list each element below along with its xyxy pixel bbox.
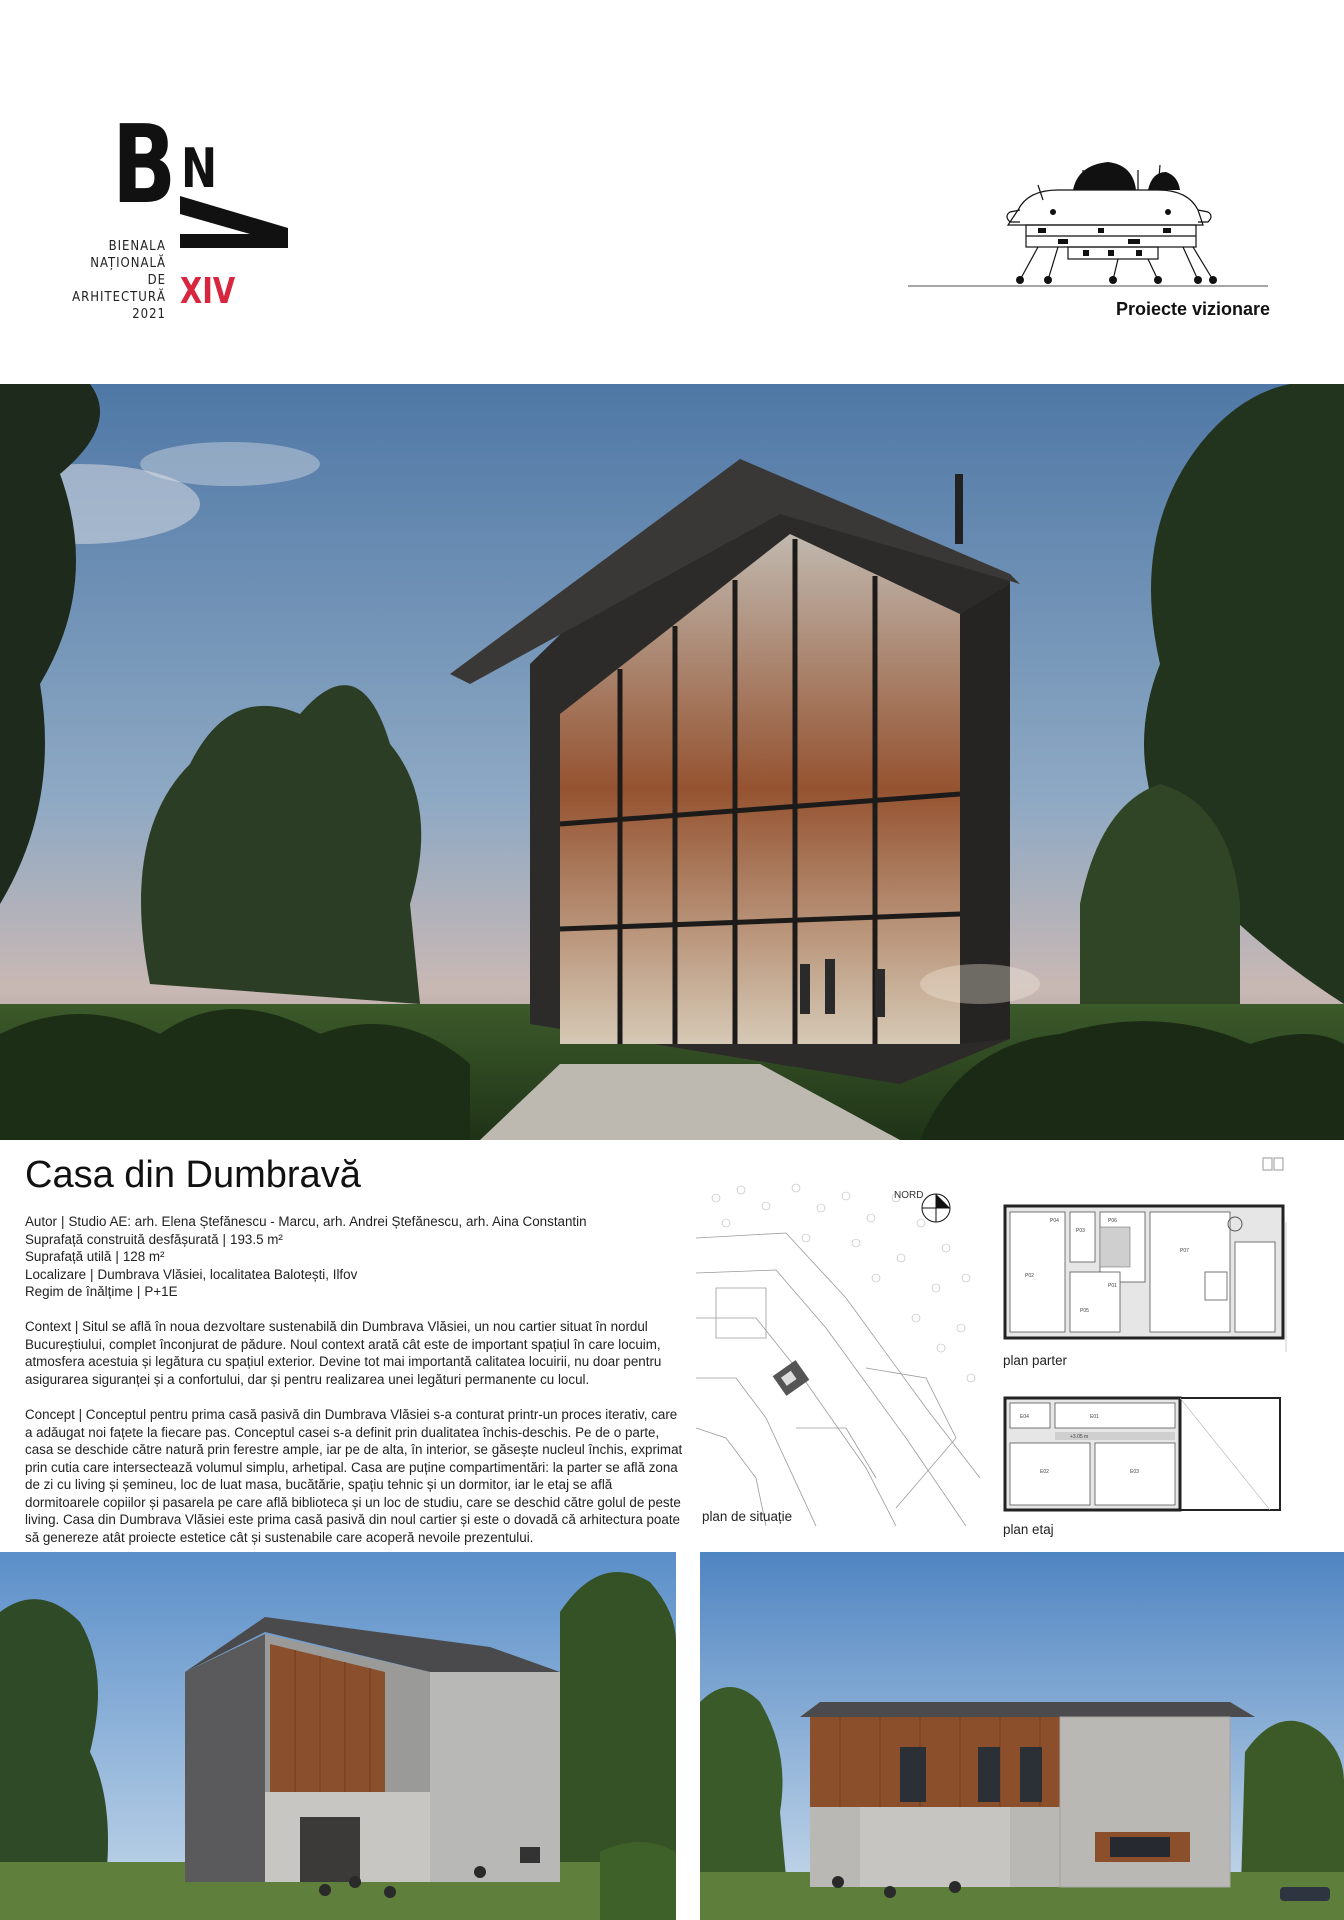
room-label: P05 [1080, 1308, 1089, 1314]
fact-label: Suprafață construită desfășurată [25, 1231, 219, 1247]
fact-value: Dumbrava Vlăsiei, localitatea Balotești, Ilfov [97, 1266, 358, 1282]
ground-floor-plan-caption: plan parter [1003, 1353, 1068, 1368]
visionary-machine-illustration [908, 150, 1268, 290]
project-title: Casa din Dumbravă [25, 1154, 361, 1196]
level-mark: +3.05 m [1070, 1434, 1089, 1440]
fact-value: Studio AE: arh. Elena Ștefănescu - Marcu, arh. Andrei Ștefănescu, arh. Aina Constantin [68, 1214, 587, 1229]
hero-render-image [0, 384, 1344, 1140]
site-plan-drawing [696, 1178, 980, 1526]
concept-label: Concept [25, 1407, 75, 1422]
project-facts [25, 1213, 685, 1301]
logo-letter-b: B [112, 103, 175, 228]
logo-caption-line: DE [147, 273, 166, 288]
north-label: NORD [894, 1190, 924, 1201]
context-label: Context [25, 1319, 72, 1334]
logo-caption-line: ARHITECTURĂ [72, 290, 166, 305]
logo-caption-line: 2021 [132, 307, 166, 322]
fact-label: Autor [25, 1214, 58, 1229]
section-label: Proiecte vizionare [1116, 299, 1271, 319]
fact-row-location: Localizare | Dumbrava Vlăsiei, localitatea Balotești, Ilfov [25, 1266, 358, 1282]
room-label: E02 [1040, 1469, 1049, 1475]
fact-label: Regim de înălțime [25, 1284, 133, 1299]
fact-value: P+1E [144, 1284, 178, 1299]
site-plan-caption: plan de situație [702, 1509, 793, 1524]
render-side-view-image [0, 1552, 676, 1920]
fact-value: 128 m² [122, 1249, 165, 1264]
room-label: E04 [1020, 1414, 1029, 1420]
fact-value: 193.5 m² [230, 1231, 283, 1247]
fact-label: Suprafață utilă [25, 1249, 112, 1264]
room-label: P02 [1025, 1273, 1034, 1279]
ground-floor-plan-drawing [1000, 1202, 1290, 1352]
room-label: E03 [1130, 1469, 1139, 1475]
logo-caption-line: BIENALA [108, 239, 166, 254]
logo-letter-a-graphic [180, 190, 290, 254]
context-paragraph: Context | Situl se află în noua dezvoltare sustenabilă din Dumbrava Vlăsiei, un nou cartier situat în nordul Bucureștiului, complet înconjurat de pădure. Noul context arată cât este de important spațiul în care locuim, atmosfera acestuia și legătura cu spațiul exterior. Devine tot mai importantă calitatea locuirii, nu doar pentru asigurarea siguranței și a confortului, dar și pentru realizarea unei legături permanente cu locul. [25, 1319, 662, 1387]
room-label: P04 [1050, 1218, 1059, 1224]
fact-row-height-regime: Regim de înălțime | P+1E [25, 1284, 178, 1299]
fact-row-built-area: Suprafață construită desfășurată | 193.5 m² [25, 1231, 283, 1247]
logo-edition-number: XIV [180, 271, 236, 312]
context-text: Situl se află în noua dezvoltare sustenabilă din Dumbrava Vlăsiei, un nou cartier situat în nordul Bucureștiului, complet înconjurat de pădure. Noul context arată cât este de important spațiul în care locuim, atmosfera acestuia și legătura cu spațiul exterior. Devine tot mai importantă calitatea locuirii, nu doar pentru asigurarea siguranței și a confortului, dar și pentru realizarea unei legături permanente cu locul. [25, 1319, 662, 1387]
logo-letter-n: N [181, 137, 218, 200]
concept-text: Conceptul pentru prima casă pasivă din Dumbrava Vlăsiei s-a conturat printr-un proces iterativ, care a adăugat noi fațete la fiecare pas. Conceptul casei s-a definit prin dualitatea închis-deschis. Pe de o parte, casa se deschide către natură prin ferestre ample, iar pe de alta, în interior, se găsește nucleul închis, exprimat prin cutia care intersectează volumul simplu, arhetipal. Casa are puține compartimentări: la parter se află zona de zi cu living și șemineu, loc de luat masa, bucătărie, spațiu tehnic și un dormitor, iar le etaj se află dormitoarele copiilor și pasarela pe care află biblioteca și un loc de studiu, care se deschid către golul de peste living. Casa din Dumbrava Vlăsiei este prima casă pasivă din noul cartier și este o dovadă că arhitectura poate să genereze atât proiecte estetice cât și sustenabile care acoperă nevoile prezentului. [25, 1407, 683, 1545]
fact-row-author: Autor | Studio AE: arh. Elena Ștefănescu - Marcu, arh. Andrei Ștefănescu, arh. Aina Constantin [25, 1214, 587, 1229]
upper-floor-plan-drawing [1000, 1388, 1290, 1518]
room-label: P03 [1076, 1228, 1085, 1234]
room-label: E01 [1090, 1414, 1099, 1420]
fact-row-usable-area: Suprafață utilă | 128 m² [25, 1249, 165, 1264]
room-label: P06 [1108, 1218, 1117, 1224]
concept-paragraph: Concept | Conceptul pentru prima casă pasivă din Dumbrava Vlăsiei s-a conturat printr-un proces iterativ, care a adăugat noi fațete la fiecare pas. Conceptul casei s-a definit prin dualitatea închis-deschis. Pe de o parte, casa se deschide către natură prin ferestre ample, iar pe de alta, în interior, se găsește nucleul închis, exprimat prin cutia care intersectează volumul simplu, arhetipal. Casa are puține compartimentări: la parter se află zona de zi cu living și șemineu, loc de luat masa, bucătărie, spațiu tehnic și un dormitor, iar le etaj se află dormitoarele copiilor și pasarela pe care află biblioteca și un loc de studiu, care se deschid către golul de peste living. Casa din Dumbrava Vlăsiei este prima casă pasivă din noul cartier și este o dovadă că arhitectura poate să genereze atât proiecte estetice cât și sustenabile care acoperă nevoile prezentului. [25, 1407, 683, 1545]
fact-label: Localizare [25, 1266, 87, 1282]
room-label: P07 [1180, 1248, 1189, 1254]
render-front-view-image [700, 1552, 1344, 1920]
upper-floor-plan-caption: plan etaj [1003, 1522, 1054, 1537]
book-icon [1262, 1157, 1284, 1171]
logo-caption-line: NAȚIONALĂ [90, 256, 166, 271]
room-label: P01 [1108, 1283, 1117, 1289]
logo-caption [70, 238, 166, 323]
